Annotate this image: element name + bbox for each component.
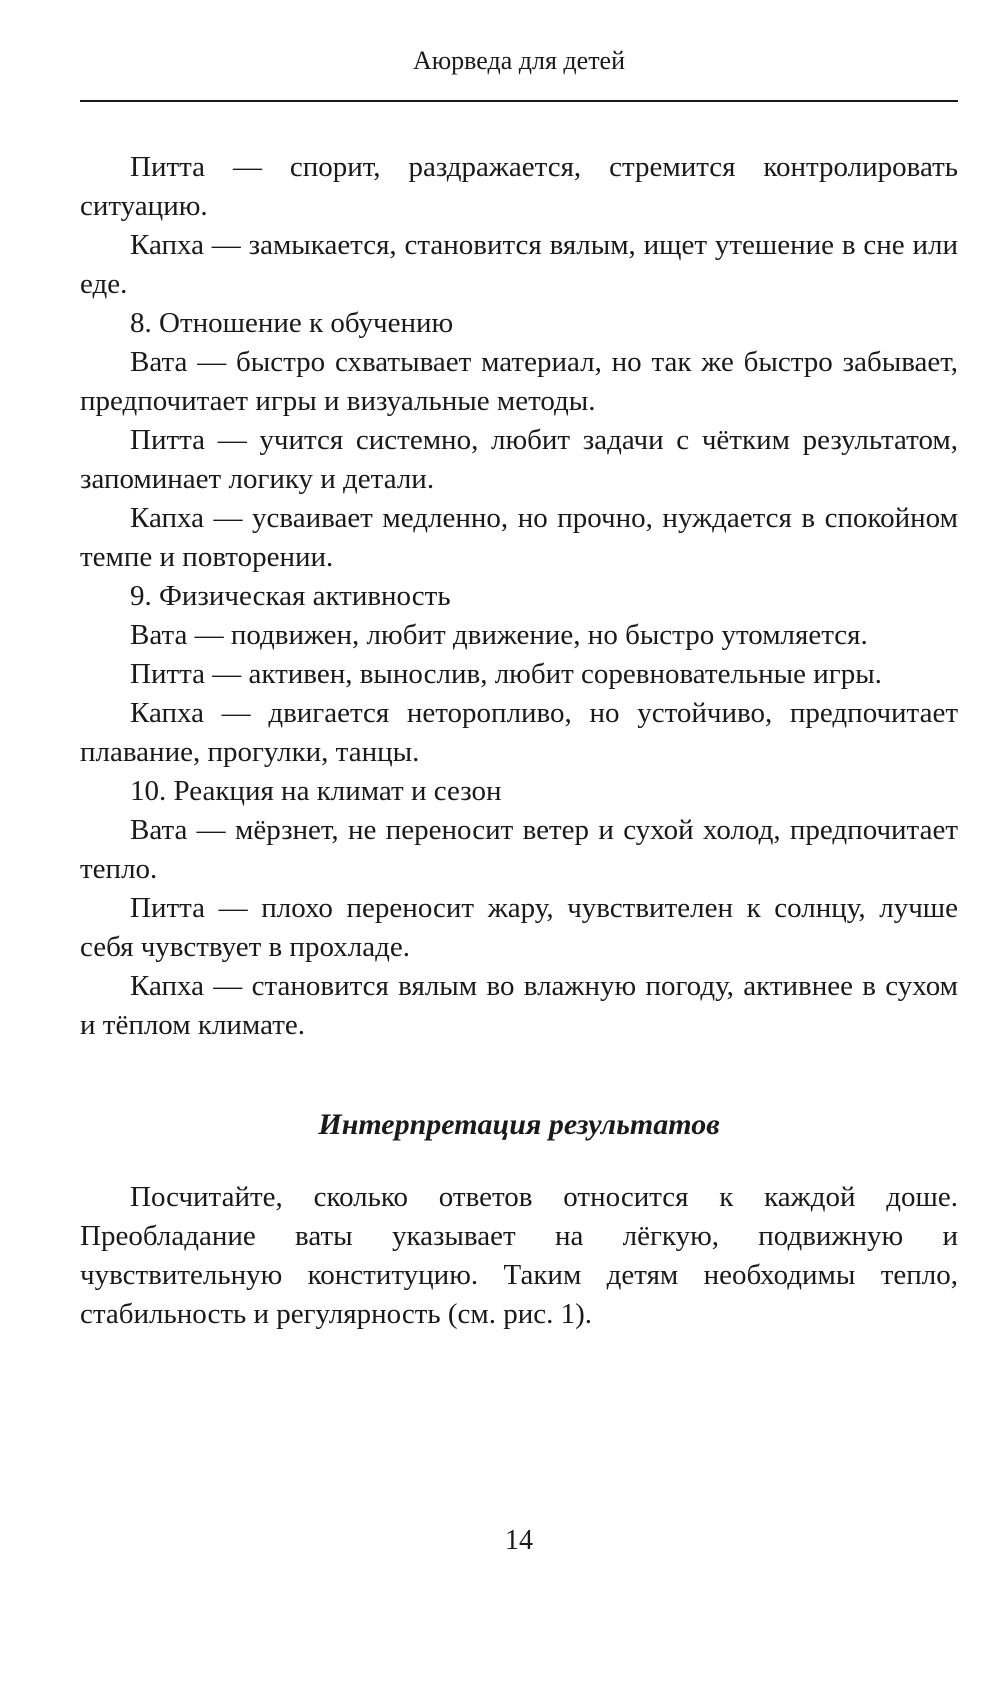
heading-interpretation: Интерпретация результатов bbox=[318, 1108, 720, 1141]
paragraph-kapha-emotion: Капха — замыкается, становится вялым, ищет утешение в сне или еде. bbox=[80, 229, 958, 300]
page-body bbox=[80, 148, 958, 1334]
paragraph-pitta-emotion: Питта — спорит, раздражается, стремится контролировать ситуацию. bbox=[80, 151, 958, 222]
header-rule bbox=[80, 100, 958, 102]
paragraph-pitta-climate: Питта — плохо переносит жару, чувствителен к солнцу, лучше себя чувствует в прохладе. bbox=[80, 892, 958, 963]
paragraph-kapha-climate: Капха — становится вялым во влажную погоду, активнее в сухом и тёплом климате. bbox=[80, 970, 958, 1041]
section-title-learning: 8. Отношение к обучению bbox=[130, 307, 454, 339]
paragraph-vata-activity: Вата — подвижен, любит движение, но быстро утомляется. bbox=[130, 619, 868, 651]
paragraph-kapha-learning: Капха — усваивает медленно, но прочно, нуждается в спокойном темпе и повторении. bbox=[80, 502, 958, 573]
paragraph-vata-learning: Вата — быстро схватывает материал, но так же быстро забывает, предпочитает игры и визуальные методы. bbox=[80, 346, 958, 417]
paragraph-pitta-learning: Питта — учится системно, любит задачи с чётким результатом, запоминает логику и детали. bbox=[80, 424, 958, 495]
paragraph-kapha-activity: Капха — двигается неторопливо, но устойчиво, предпочитает плавание, прогулки, танцы. bbox=[80, 697, 958, 768]
page-number: 14 bbox=[505, 1525, 533, 1556]
paragraph-interpretation: Посчитайте, сколько ответов относится к каждой доше. Преобладание ваты указывает на лёгкую, подвижную и чувствительную конституцию. Таким детям необходимы тепло, стабильность и регулярность (см. рис. 1). bbox=[80, 1181, 958, 1330]
section-title-climate: 10. Реакция на климат и сезон bbox=[130, 775, 502, 807]
running-header: Аюрведа для детей bbox=[412, 46, 626, 75]
paragraph-vata-climate: Вата — мёрзнет, не переносит ветер и сухой холод, предпочитает тепло. bbox=[80, 814, 958, 885]
paragraph-pitta-activity: Питта — активен, вынослив, любит соревновательные игры. bbox=[130, 658, 882, 690]
section-title-activity: 9. Физическая активность bbox=[130, 580, 451, 612]
